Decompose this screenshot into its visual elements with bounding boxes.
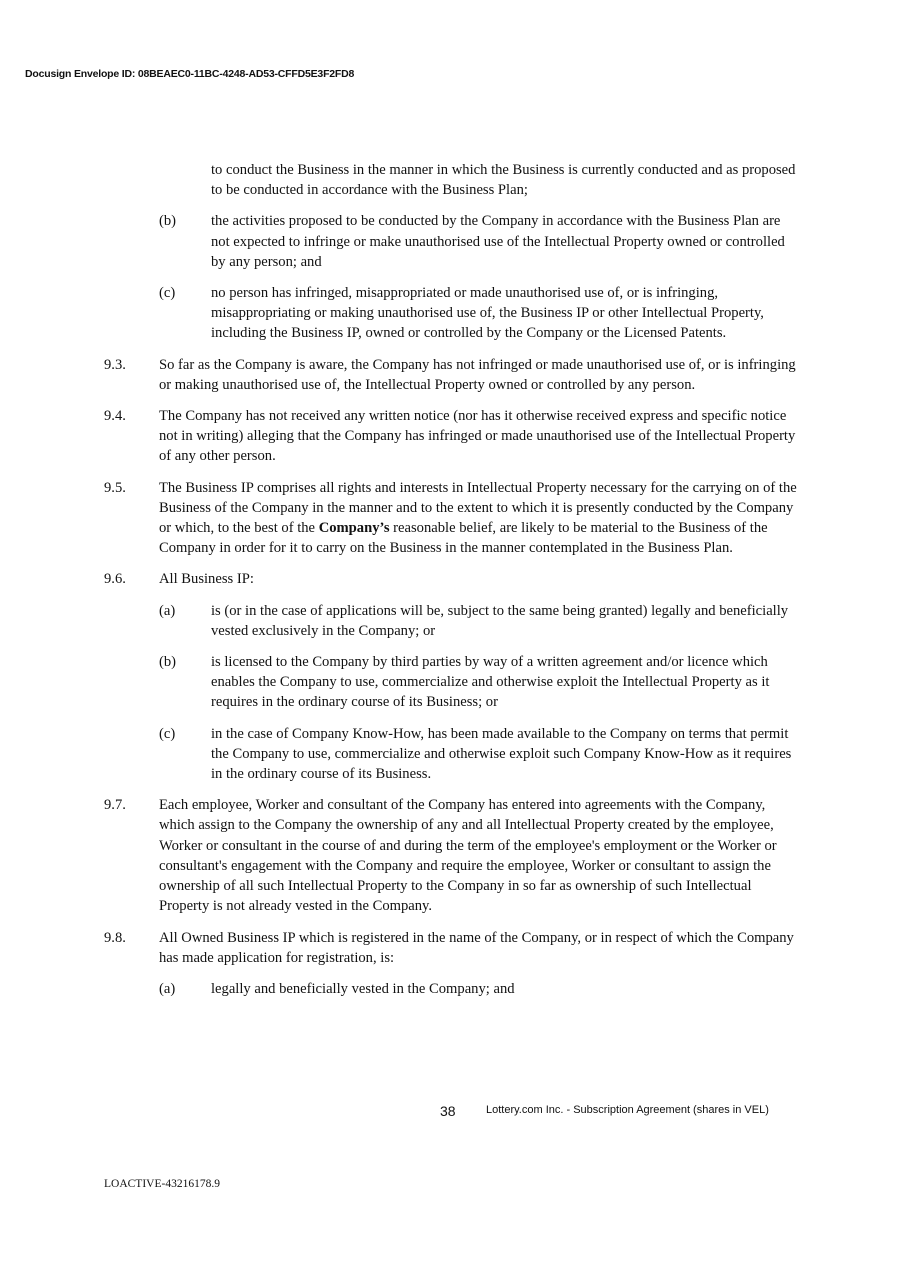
clause-text: So far as the Company is aware, the Company has not infringed or made unauthorised use of, or is infringing or making unauthorised use of, the Intellectual Property owned or controlled by any person. bbox=[159, 356, 796, 393]
sub-clause bbox=[159, 283, 798, 344]
envelope-id: Docusign Envelope ID: 08BEAEC0-11BC-4248-AD53-CFFD5E3F2FD8 bbox=[25, 68, 355, 80]
clause-number: 9.6. bbox=[104, 571, 126, 588]
clause-text: Each employee, Worker and consultant of the Company has entered into agreements with the Company, which assign to the Company the ownership of any and all Intellectual Property created by the employee, Worker or consultant in the course of and during the term of the employee's employment or the Worker or consultant's engagement with the Company and require the employee, Worker or consultant to assign the ownership of all such Intellectual Property to the Company in so far as ownership of such Intellectual Property is not already vested in the Company. bbox=[159, 797, 777, 915]
clause-number: 9.8. bbox=[104, 929, 126, 946]
clause-9-5 bbox=[104, 478, 798, 559]
page-number: 38 bbox=[440, 1103, 456, 1119]
clause-number: 9.4. bbox=[104, 408, 126, 425]
clause-number: 9.7. bbox=[104, 797, 126, 814]
footer-reference: Lottery.com Inc. - Subscription Agreement (shares in VEL) bbox=[486, 1104, 769, 1116]
sub-clause bbox=[159, 652, 798, 713]
clause-text-part: reasonable belief, are likely to be material to the Business of the Company in order for it to carry on the Business in the manner contemplated in the Business Plan. bbox=[159, 520, 768, 557]
sub-clause bbox=[159, 979, 798, 999]
sub-clause bbox=[159, 724, 798, 785]
clause-text: The Company has not received any written notice (nor has it otherwise received express and specific notice not in writing) alleging that the Company has infringed or made unauthorised use of the Intellectual Property of any other person. bbox=[159, 408, 796, 465]
clause-9-4 bbox=[104, 406, 798, 467]
continuation-text: to conduct the Business in the manner in which the Business is currently conducted and as proposed to be conducted in accordance with the Business Plan; bbox=[211, 162, 796, 199]
clause-text-bold: Company’s bbox=[318, 520, 390, 537]
document-id: LOACTIVE-43216178.9 bbox=[104, 1178, 220, 1190]
sub-clause-number: (b) bbox=[159, 654, 177, 671]
clause-9-6 bbox=[104, 569, 798, 589]
sub-clause-number: (a) bbox=[159, 602, 176, 619]
clause-9-7 bbox=[104, 795, 798, 916]
clause-number: 9.5. bbox=[104, 479, 126, 496]
sub-clause-text: the activities proposed to be conducted by the Company in accordance with the Business Plan are not expected to infringe or make unauthorised use of the Intellectual Property owned or controlled by any person; and bbox=[211, 213, 785, 270]
clause-9-3 bbox=[104, 355, 798, 395]
sub-clause-text: is licensed to the Company by third parties by way of a written agreement and/or licence which enables the Company to use, commercialize and otherwise exploit the Intellectual Property as it requires in the ordinary course of its Business; or bbox=[211, 654, 770, 711]
sub-clause-number: (c) bbox=[159, 725, 176, 742]
clause-text: All Owned Business IP which is registered in the name of the Company, or in respect of which the Company has made application for registration, is: bbox=[159, 929, 794, 966]
sub-clause-number: (b) bbox=[159, 213, 177, 230]
sub-clause-text: is (or in the case of applications will be, subject to the same being granted) legally and beneficially vested exclusively in the Company; or bbox=[211, 602, 789, 639]
clause-text bbox=[159, 478, 798, 559]
clause-text: All Business IP: bbox=[159, 571, 254, 588]
sub-clause-text: legally and beneficially vested in the Company; and bbox=[211, 980, 515, 997]
document-body bbox=[104, 160, 798, 1010]
sub-clause bbox=[159, 601, 798, 641]
clause-number: 9.3. bbox=[104, 356, 126, 373]
clause-9-8 bbox=[104, 928, 798, 968]
sub-clause-text: no person has infringed, misappropriated or made unauthorised use of, or is infringing, misappropriating or making unauthorised use of, the Business IP or other Intellectual Property, including the Business IP, owned or controlled by the Company or the Licensed Patents. bbox=[211, 285, 764, 342]
sub-clause-text: in the case of Company Know-How, has been made available to the Company on terms that permit the Company to use, commercialize and otherwise exploit such Company Know-How as it requires in the ordinary course of its Business. bbox=[211, 725, 792, 783]
sub-clause-number: (a) bbox=[159, 980, 176, 997]
clause-text-part: The Business IP comprises all rights and interests in Intellectual Property necessary for the carrying on of the Business of the Company in the manner and to the extent to which it is presently conducted by the Company or which, to the best of the bbox=[159, 479, 797, 537]
sub-clause-number: (c) bbox=[159, 285, 176, 302]
sub-clause bbox=[159, 211, 798, 272]
